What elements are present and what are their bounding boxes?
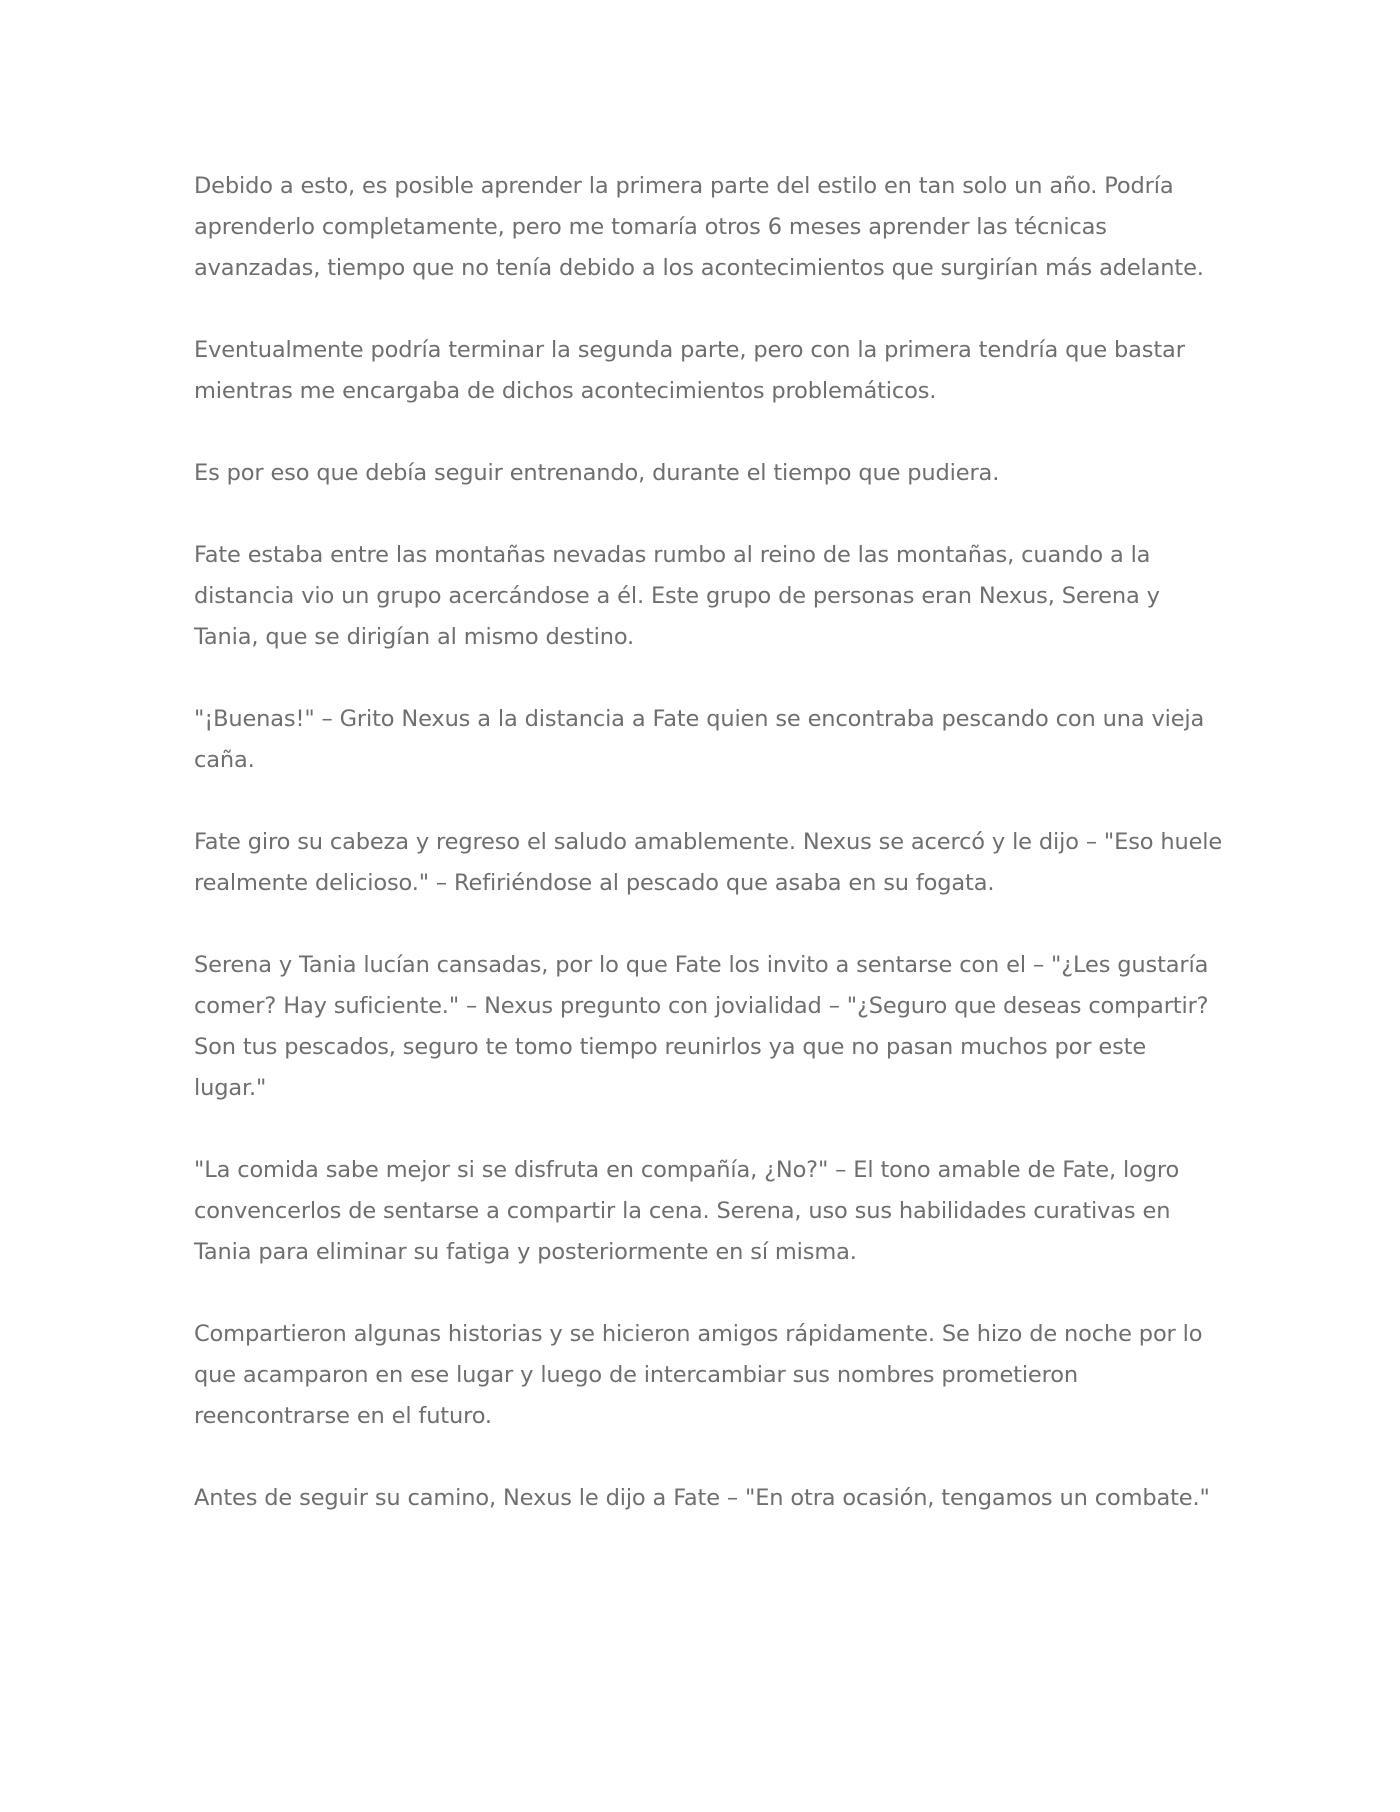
- paragraph-5: "¡Buenas!" – Grito Nexus a la distancia a Fate quien se encontraba pescando con una vieja caña.: [194, 706, 1205, 773]
- paragraph-10: Antes de seguir su camino, Nexus le dijo a Fate – "En otra ocasión, tengamos un combate.": [194, 1485, 1210, 1511]
- paragraph-6: Fate giro su cabeza y regreso el saludo amablemente. Nexus se acercó y le dijo – "Eso huele realmente delicioso." – Refiriéndose al pescado que asaba en su fogata.: [194, 829, 1223, 896]
- paragraph-7: Serena y Tania lucían cansadas, por lo que Fate los invito a sentarse con el – "¿Les gustaría comer? Hay suficiente." – Nexus pregunto con jovialidad – "¿Seguro que deseas compartir? Son tus pescados, seguro te tomo tiempo reunirlos ya que no pasan muchos por este lugar.": [194, 952, 1209, 1101]
- paragraph-9: Compartieron algunas historias y se hicieron amigos rápidamente. Se hizo de noche por lo que acamparon en ese lugar y luego de intercambiar sus nombres prometieron reencontrarse en el futuro.: [194, 1321, 1203, 1429]
- paragraph-8: "La comida sabe mejor si se disfruta en compañía, ¿No?" – El tono amable de Fate, logro convencerlos de sentarse a compartir la cena. Serena, uso sus habilidades curativas en Tania para eliminar su fatiga y posteriormente en sí misma.: [194, 1157, 1180, 1265]
- paragraph-3: Es por eso que debía seguir entrenando, durante el tiempo que pudiera.: [194, 460, 1000, 486]
- paragraph-4: Fate estaba entre las montañas nevadas rumbo al reino de las montañas, cuando a la distancia vio un grupo acercándose a él. Este grupo de personas eran Nexus, Serena y Tania, que se dirigían al mismo destino.: [194, 542, 1160, 650]
- paragraph-1: Debido a esto, es posible aprender la primera parte del estilo en tan solo un año. Podría aprenderlo completamente, pero me tomaría otros 6 meses aprender las técnicas avanzadas, tiempo que no tenía debido a los acontecimientos que surgirían más adelante.: [194, 173, 1204, 281]
- body-text: [194, 166, 1224, 1519]
- paragraph-2: Eventualmente podría terminar la segunda parte, pero con la primera tendría que bastar mientras me encargaba de dichos acontecimientos problemáticos.: [194, 337, 1185, 404]
